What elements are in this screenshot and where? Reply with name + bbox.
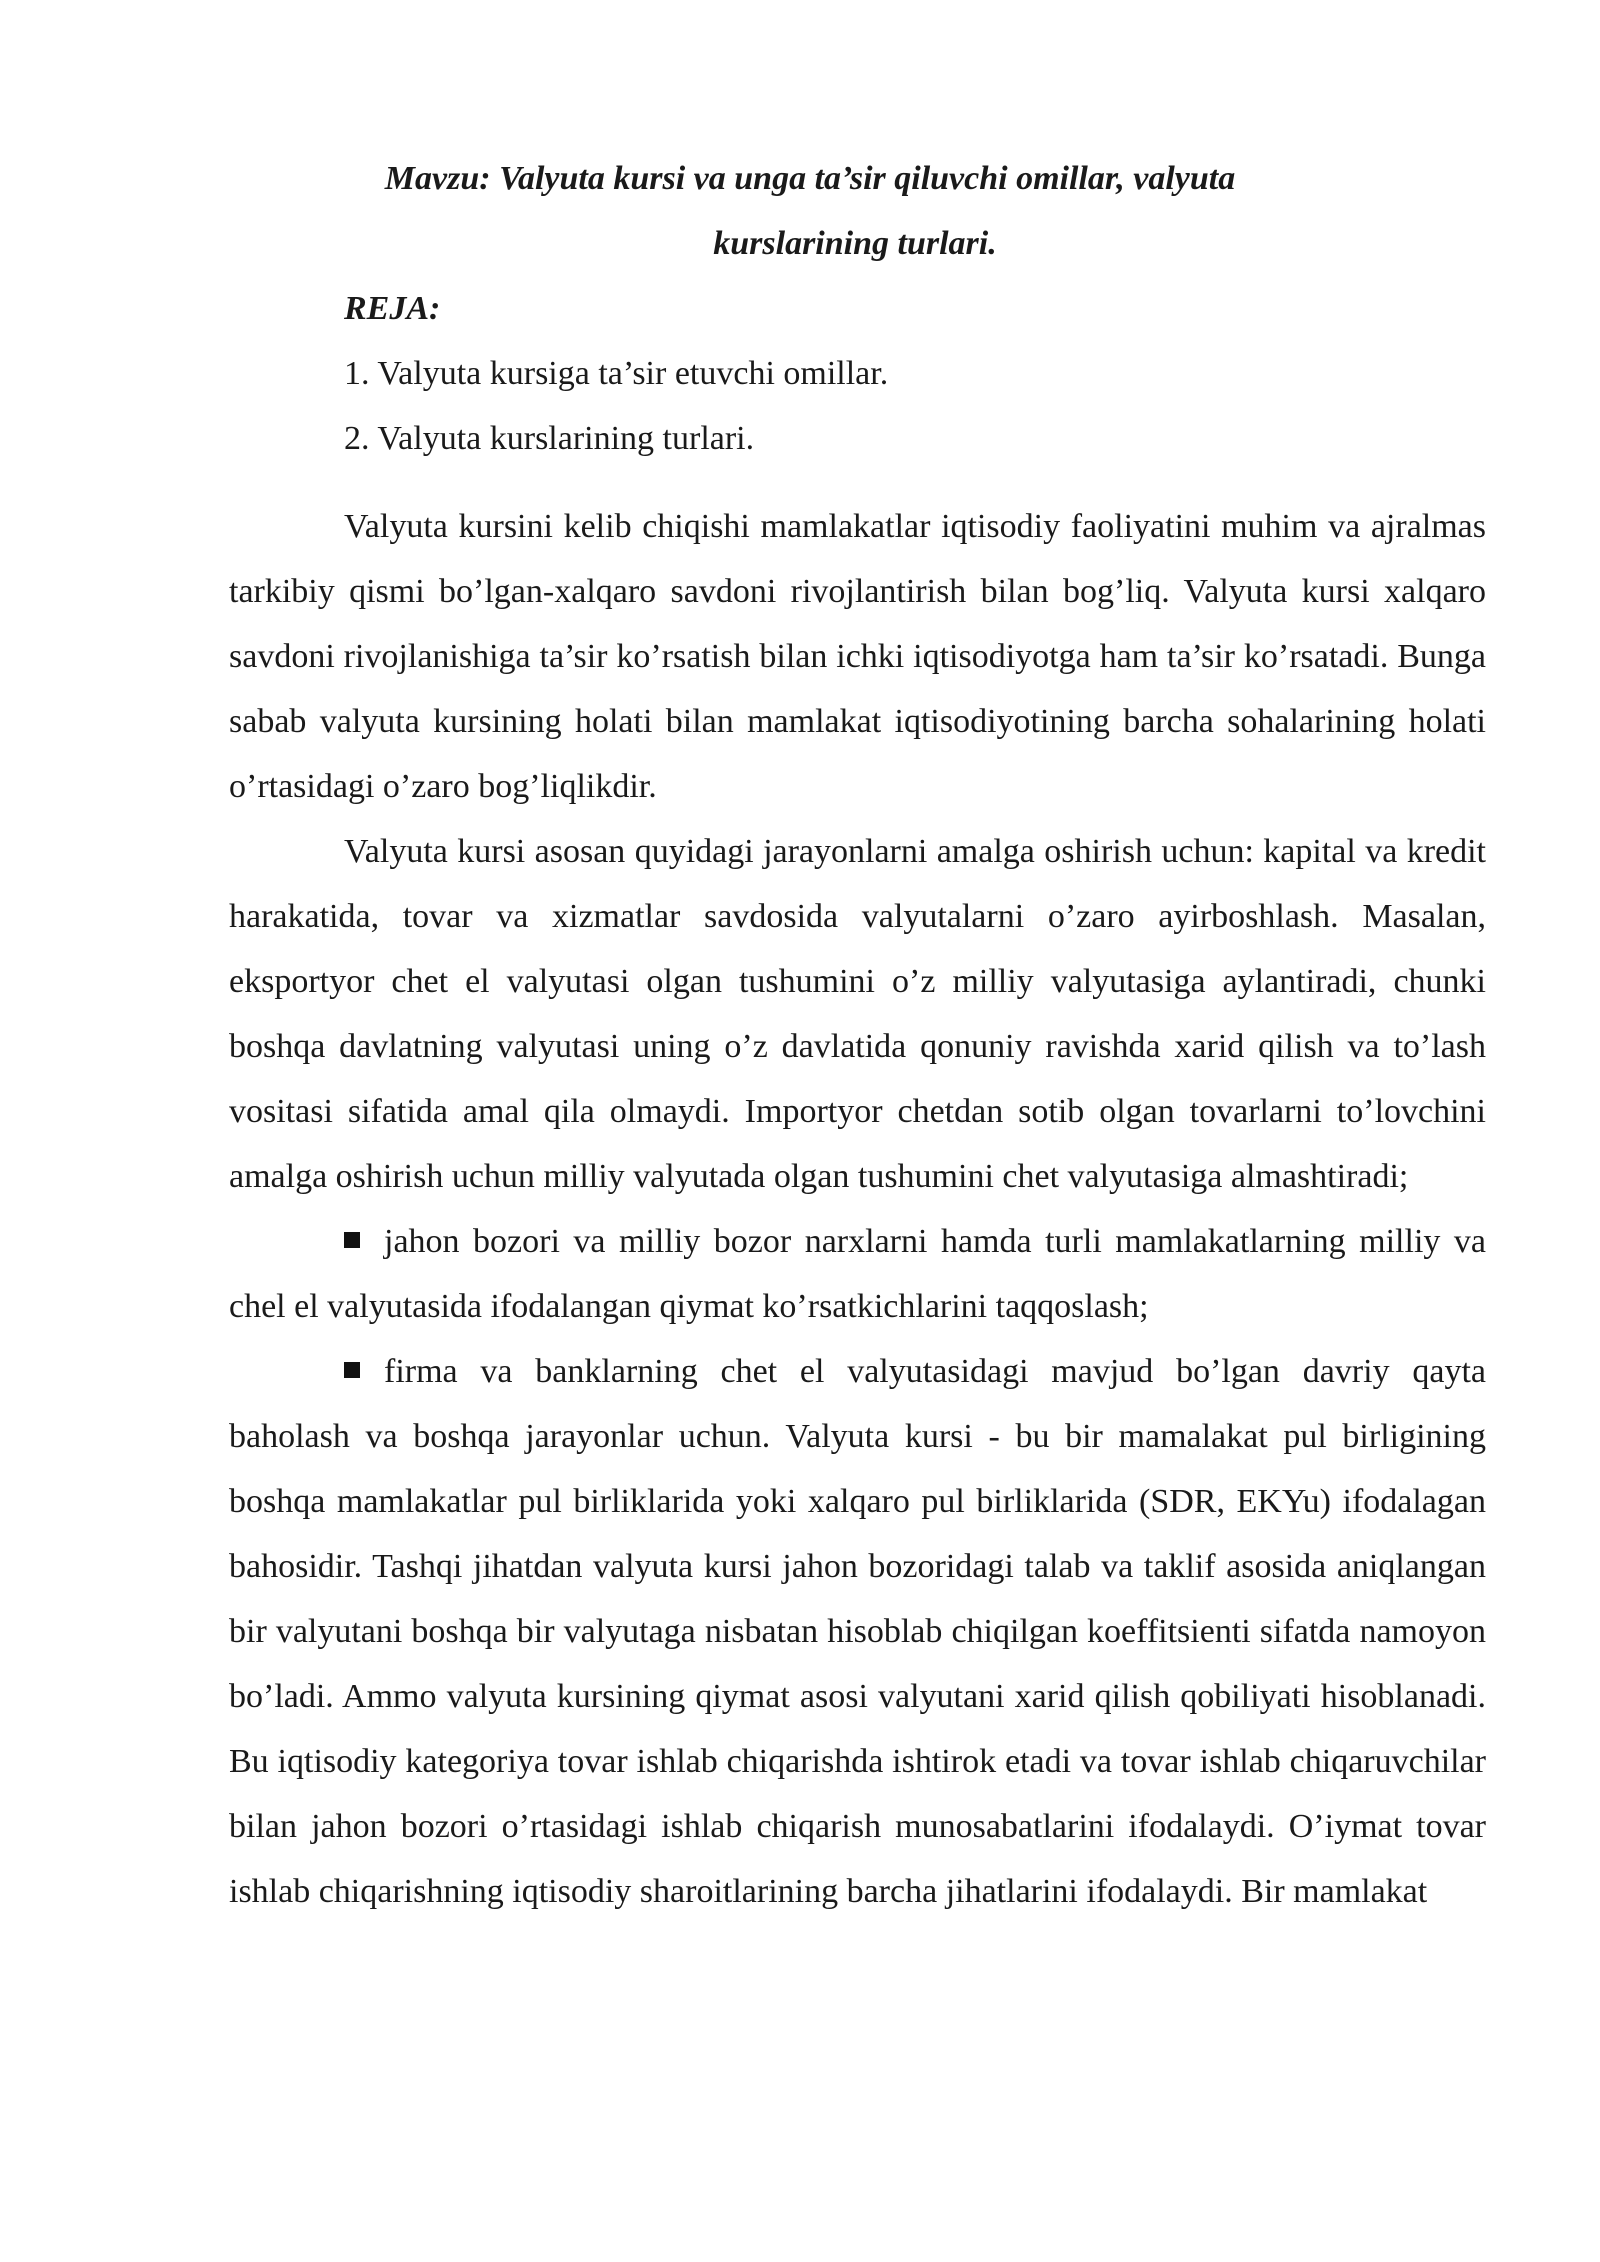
document-title-line-1: Mavzu: Valyuta kursi va unga ta’sir qiluvchi omillar, valyuta — [384, 160, 1236, 197]
paragraph — [229, 494, 1486, 819]
paragraph-text: Valyuta kursi asosan quyidagi jarayonlarni amalga oshirish uchun: kapital va kredit harakatida, tovar va xizmatlar savdosida valyutalarni o’zaro ayirboshlash. Masalan, eksportyor chet el valyutasi olgan tushumini o’z milliy valyutasiga aylantiradi, chunki boshqa davlatning valyutasi uning o’z davlatida qonuniy ravishda xarid qilish va to’lash vositasi sifatida amal qila olmaydi. Importyor chetdan sotib olgan tovarlarni to’lovchini amalga oshirish uchun milliy valyutada olgan tushumini chet valyutasiga almashtiradi; — [229, 833, 1486, 1195]
plan-list — [344, 341, 888, 471]
document-title-line-2: kurslarining turlari. — [713, 225, 997, 262]
paragraph-text: jahon bozori va milliy bozor narxlarni hamda turli mamlakatlarning milliy va chel el valyutasida ifodalangan qiymat ko’rsatkichlarini taqqoslash; — [229, 1223, 1486, 1325]
paragraph-text: firma va banklarning chet el valyutasidagi mavjud bo’lgan davriy qayta baholash va boshqa jarayonlar uchun. Valyuta kursi - bu bir mamalakat pul birligining boshqa mamlakatlar pul birliklarida yoki xalqaro pul birliklarida (SDR, EKYu) ifodalagan bahosidir. Tashqi jihatdan valyuta kursi jahon bozoridagi talab va taklif asosida aniqlangan bir valyutani boshqa bir valyutaga nisbatan hisoblab chiqilgan koeffitsienti sifatda namoyon bo’ladi. Ammo valyuta kursining qiymat asosi valyutani xarid qilish qobiliyati hisoblanadi. Bu iqtisodiy kategoriya tovar ishlab chiqarishda ishtirok etadi va tovar ishlab chiqaruvchilar bilan jahon bozori o’rtasidagi ishlab chiqarish munosabatlarini ifodalaydi. O’iymat tovar ishlab chiqarishning iqtisodiy sharoitlarining barcha jihatlarini ifodalaydi. Bir mamlakat — [229, 1353, 1486, 1910]
plan-item: 2. Valyuta kurslarining turlari. — [344, 420, 755, 457]
paragraph-text: Valyuta kursini kelib chiqishi mamlakatlar iqtisodiy faoliyatini muhim va ajralmas tarkibiy qismi bo’lgan-xalqaro savdoni rivojlantirish bilan bog’liq. Valyuta kursi xalqaro savdoni rivojlanishiga ta’sir ko’rsatish bilan ichki iqtisodiyotga ham ta’sir ko’rsatadi. Bunga sabab valyuta kursining holati bilan mamlakat iqtisodiyotining barcha sohalarining holati o’rtasidagi o’zaro bog’liqlikdir. — [229, 508, 1486, 805]
plan-heading: REJA: — [344, 290, 441, 327]
square-bullet-icon — [344, 1232, 360, 1248]
paragraph — [229, 819, 1486, 1209]
bullet-paragraph — [229, 1339, 1486, 1924]
document-body — [229, 494, 1486, 1924]
plan-item: 1. Valyuta kursiga ta’sir etuvchi omillar. — [344, 355, 889, 392]
bullet-paragraph — [229, 1209, 1486, 1339]
square-bullet-icon — [344, 1362, 360, 1378]
